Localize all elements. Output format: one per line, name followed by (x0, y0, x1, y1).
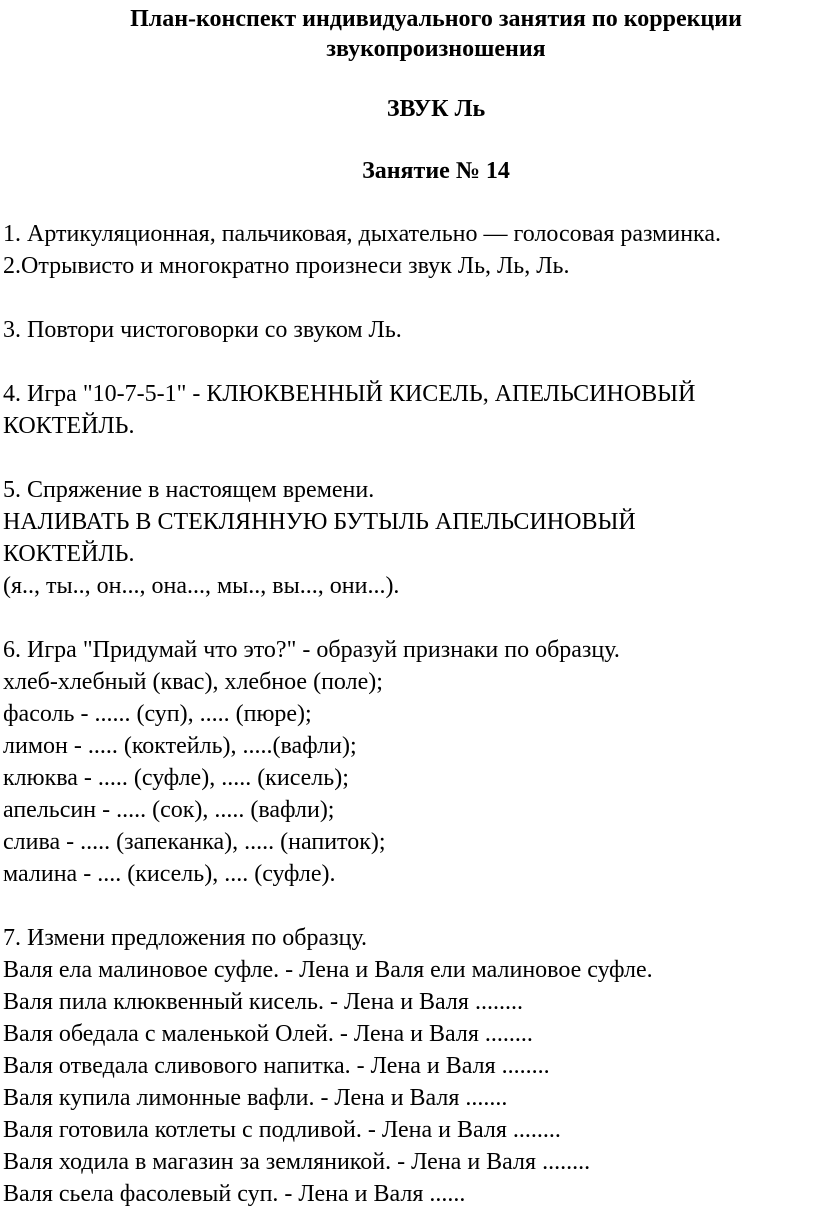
title-line-2: звукопроизношения (326, 36, 546, 62)
list-item: Валя купила лимонные вафли. - Лена и Валя ....... (3, 1085, 508, 1111)
list-item: Валя ела малиновое суфле. - Лена и Валя ели малиновое суфле. (3, 957, 653, 983)
lesson-body (3, 218, 816, 1210)
list-item: Валя отведала сливового напитка. - Лена и Валя ........ (3, 1053, 550, 1079)
section-7-title: 7. Измени предложения по образцу. (3, 925, 368, 951)
list-item: Валя готовила котлеты с подливой. - Лена и Валя ........ (3, 1117, 561, 1143)
list-item: Валя сьела фасолевый суп. - Лена и Валя ...... (3, 1181, 466, 1207)
section-5-line-1: 5. Спряжение в настоящем времени. (3, 477, 375, 503)
list-item: малина - .... (кисель), .... (суфле). (3, 861, 336, 887)
section-3: 3. Повтори чистоговорки со звуком Ль. (3, 317, 402, 343)
section-4-line-2: КОКТЕЙЛЬ. (3, 413, 135, 439)
section-4-line-1: 4. Игра "10-7-5-1" - КЛЮКВЕННЫЙ КИСЕЛЬ, АПЕЛЬСИНОВЫЙ (3, 381, 696, 407)
list-item: апельсин - ..... (сок), ..... (вафли); (3, 797, 335, 823)
list-item: хлеб-хлебный (квас), хлебное (поле); (3, 669, 383, 695)
document-title (0, 4, 816, 64)
section-1: 1. Артикуляционная, пальчиковая, дыхательно — голосовая разминка. (3, 221, 721, 247)
section-2: 2.Отрывисто и многократно произнеси звук Ль, Ль, Ль. (3, 253, 570, 279)
list-item: клюква - ..... (суфле), ..... (кисель); (3, 765, 349, 791)
sound-heading: ЗВУК Ль (386, 96, 486, 122)
section-5-line-3: КОКТЕЙЛЬ. (3, 541, 135, 567)
section-5-line-2: НАЛИВАТЬ В СТЕКЛЯННУЮ БУТЫЛЬ АПЕЛЬСИНОВЫЙ (3, 509, 636, 535)
list-item: Валя ходила в магазин за земляникой. - Лена и Валя ........ (3, 1149, 591, 1175)
list-item: лимон - ..... (коктейль), .....(вафли); (3, 733, 357, 759)
list-item: Валя пила клюквенный кисель. - Лена и Валя ........ (3, 989, 523, 1015)
list-item: фасоль - ...... (суп), ..... (пюре); (3, 701, 312, 727)
list-item: Валя обедала с маленькой Олей. - Лена и Валя ........ (3, 1021, 533, 1047)
section-6-title: 6. Игра "Придумай что это?" - образуй признаки по образцу. (3, 637, 620, 663)
title-line-1: План-конспект индивидуального занятия по коррекции (130, 6, 742, 32)
lesson-heading: Занятие № 14 (362, 158, 510, 184)
list-item: слива - ..... (запеканка), ..... (напиток); (3, 829, 386, 855)
section-5-line-4: (я.., ты.., он..., она..., мы.., вы..., они...). (3, 573, 400, 599)
